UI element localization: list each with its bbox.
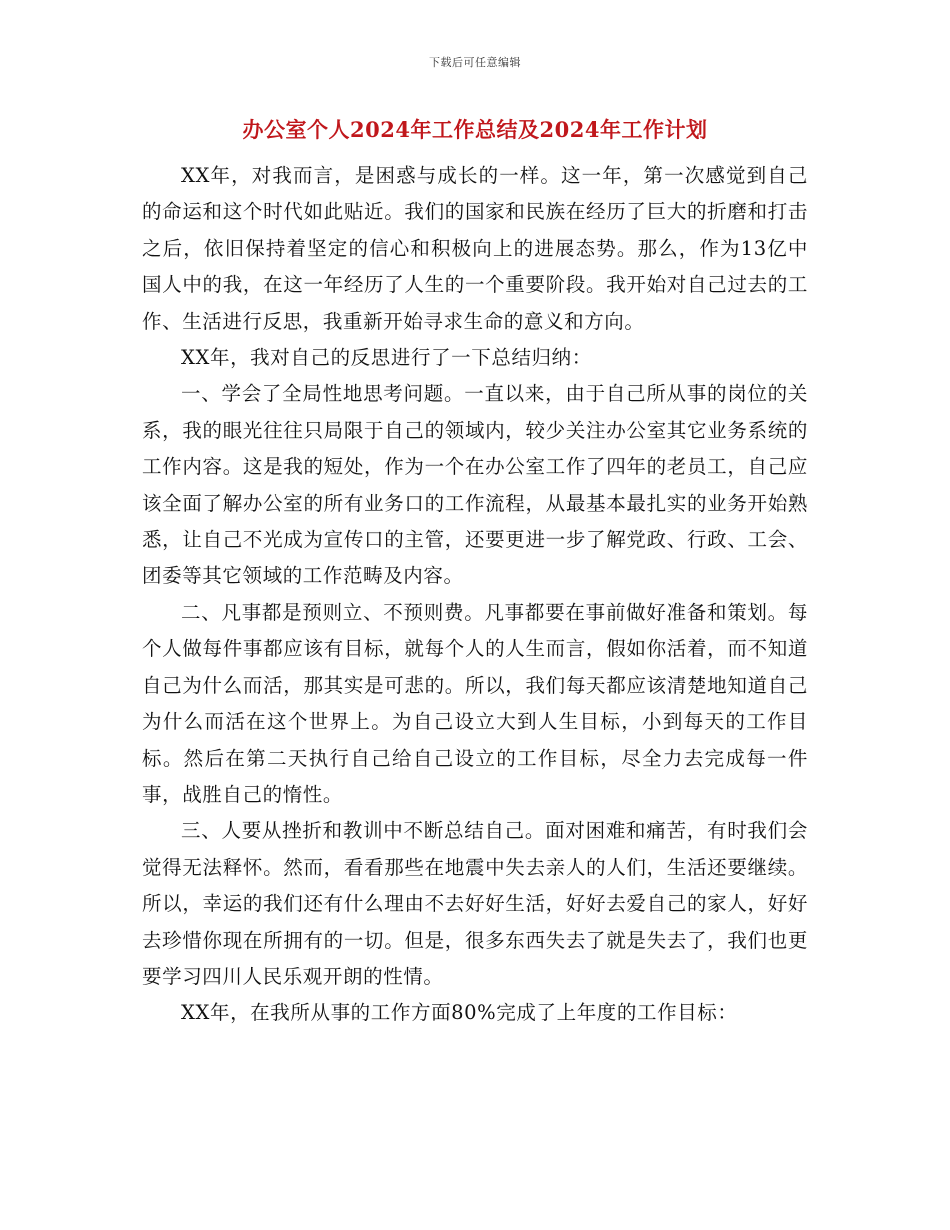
- paragraph-intro: XX年，对我而言，是困惑与成长的一样。这一年，第一次感觉到自己的命运和这个时代如此贴近。我们的国家和民族在经历了巨大的折磨和打击之后，依旧保持着坚定的信心和积极向上的进展态势。那么，作为13亿中国人中的我，在这一年经历了人生的一个重要阶段。我开始对自己过去的工作、生活进行反思，我重新开始寻求生命的意义和方向。: [142, 164, 808, 333]
- document-body: [142, 158, 808, 1032]
- paragraph-point-one: 一、学会了全局性地思考问题。一直以来，由于自己所从事的岗位的关系，我的眼光往往只局限于自己的领域内，较少关注办公室其它业务系统的工作内容。这是我的短处，作为一个在办公室工作了四年的老员工，自己应该全面了解办公室的所有业务口的工作流程，从最基本最扎实的业务开始熟悉，让自己不光成为宣传口的主管，还要更进一步了解党政、行政、工会、团委等其它领域的工作范畴及内容。: [142, 382, 808, 588]
- paragraph-point-two: 二、凡事都是预则立、不预则费。凡事都要在事前做好准备和策划。每个人做每件事都应该有目标，就每个人的人生而言，假如你活着，而不知道自己为什么而活，那其实是可悲的。所以，我们每天都应该清楚地知道自己为什么而活在这个世界上。为自己设立大到人生目标，小到每天的工作目标。然后在第二天执行自己给自己设立的工作目标，尽全力去完成每一件事，战胜自己的惰性。: [142, 600, 808, 806]
- paragraph-summary-lead: XX年，我对自己的反思进行了一下总结归纳：: [181, 346, 592, 370]
- paragraph-point-three: 三、人要从挫折和教训中不断总结自己。面对困难和痛苦，有时我们会觉得无法释怀。然而，看看那些在地震中失去亲人的人们，生活还要继续。所以，幸运的我们还有什么理由不去好好生活，好好去爱自己的家人，好好去珍惜你现在所拥有的一切。但是，很多东西失去了就是失去了，我们也更要学习四川人民乐观开朗的性情。: [142, 819, 808, 988]
- document-title: 办公室个人2024年工作总结及2024年工作计划: [242, 117, 708, 142]
- paragraph-work-goals: XX年，在我所从事的工作方面80%完成了上年度的工作目标：: [181, 1001, 738, 1025]
- header-note: 下载后可任意编辑: [429, 56, 521, 69]
